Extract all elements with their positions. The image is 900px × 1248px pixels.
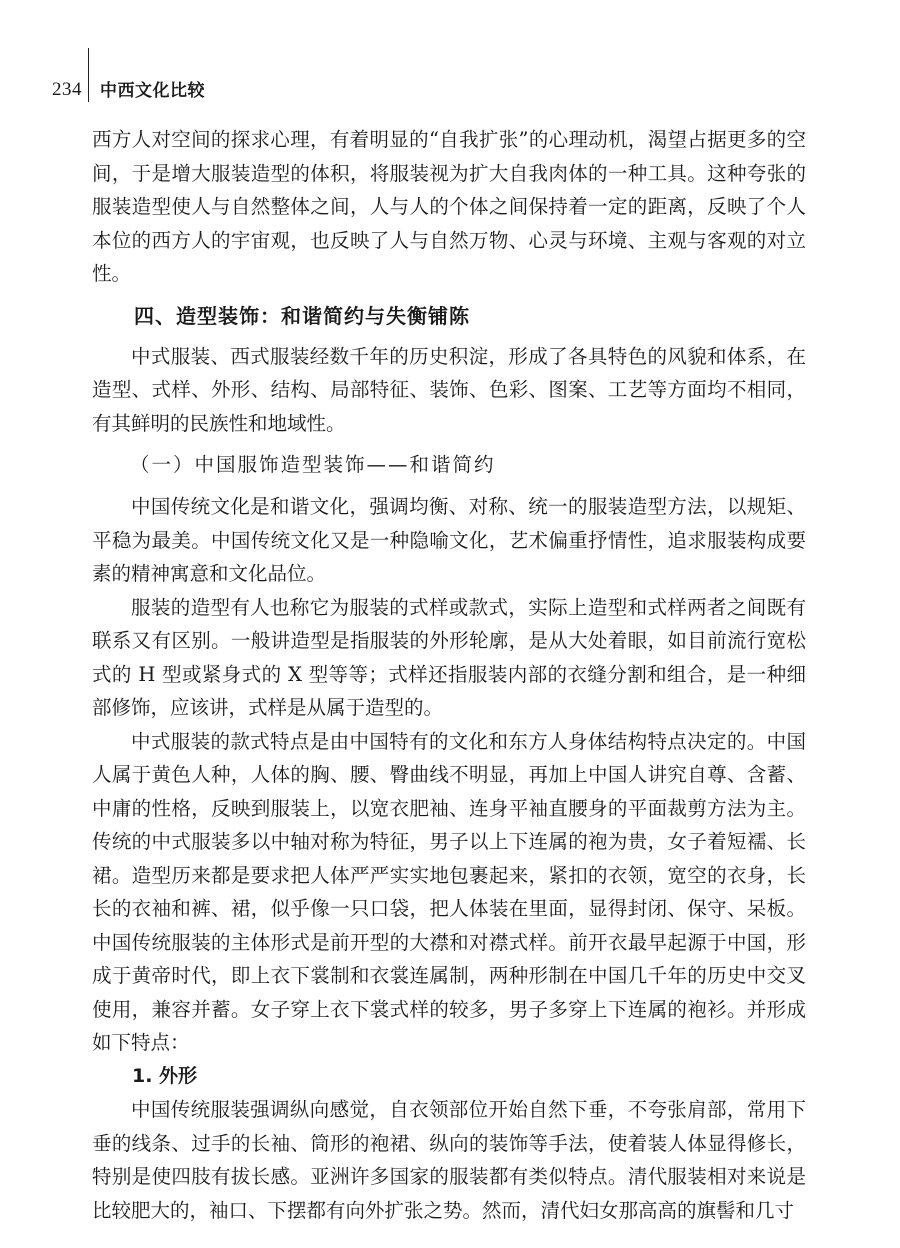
paragraph-4: 服装的造型有人也称它为服装的式样或款式，实际上造型和式样两者之间既有联系又有区别。一般讲造型是指服装的外形轮廓，是从大处着眼，如目前流行宽松式的 H 型或紧身式的 X 型等等；式样还指服装内部的衣缝分割和组合，是一种细部修饰，应该讲，式样是从属于造型的。 [92, 595, 806, 719]
header-divider [88, 48, 89, 102]
paragraph-1: 西方人对空间的探求心理，有着明显的“自我扩张”的心理动机，渴望占据更多的空间，于是增大服装造型的体积，将服装视为扩大自我肉体的一种工具。这种夸张的服装造型使人与自然整体之间，人与人的个体之间保持着一定的距离，反映了个人本位的西方人的宇宙观，也反映了人与自然万物、心灵与环境、主观与客观的对立性。 [92, 128, 806, 285]
numbered-heading-1: 1. 外形 [132, 1064, 198, 1087]
subsection-heading-1: （一）中国服饰造型装饰——和谐简约 [130, 453, 496, 476]
paragraph-6: 中国传统服装强调纵向感觉，自衣领部位开始自然下垂，不夸张肩部，常用下垂的线条、过手的长袖、筒形的袍裙、纵向的装饰等手法，使着装人体显得修长，特别是使四肢有拔长感。亚洲许多国家的服装都有类似特点。清代服装相对来说是比较肥大的，袖口、下摆都有向外扩张之势。然而，清代妇女那高高的旗髻和几寸 [92, 1098, 806, 1222]
paragraph-5: 中式服装的款式特点是由中国特有的文化和东方人身体结构特点决定的。中国人属于黄色人种，人体的胸、腰、臀曲线不明显，再加上中国人讲究自尊、含蓄、中庸的性格，反映到服装上，以宽衣肥袖、连身平袖直腰身的平面裁剪方法为主。传统的中式服装多以中轴对称为特征，男子以上下连属的袍为贵，女子着短襦、长裙。造型历来都是要求把人体严严实实地包裹起来，紧扣的衣领，宽空的衣身，长长的衣袖和裤、裙，似乎像一只口袋，把人体装在里面，显得封闭、保守、呆板。中国传统服装的主体形式是前开型的大襟和对襟式样。前开衣最早起源于中国，形成于黄帝时代，即上衣下裳制和衣裳连属制，两种形制在中国几千年的历史中交叉使用，兼容并蓄。女子穿上衣下裳式样的较多，男子多穿上下连属的袍衫。并形成如下特点： [92, 729, 806, 1054]
section-heading-4: 四、造型装饰：和谐简约与失衡铺陈 [134, 303, 470, 328]
page-header [52, 72, 82, 108]
paragraph-2: 中式服装、西式服装经数千年的历史积淀，形成了各具特色的风貌和体系，在造型、式样、外形、结构、局部特征、装饰、色彩、图案、工艺等方面均不相同，有其鲜明的民族性和地域性。 [92, 344, 806, 435]
running-title: 中西文化比较 [100, 81, 205, 101]
page-number: 234 [52, 79, 82, 100]
page-body [92, 123, 806, 1227]
paragraph-3: 中国传统文化是和谐文化，强调均衡、对称、统一的服装造型方法，以规矩、平稳为最美。中国传统文化又是一种隐喻文化，艺术偏重抒情性，追求服装构成要素的精神寓意和文化品位。 [92, 495, 806, 585]
